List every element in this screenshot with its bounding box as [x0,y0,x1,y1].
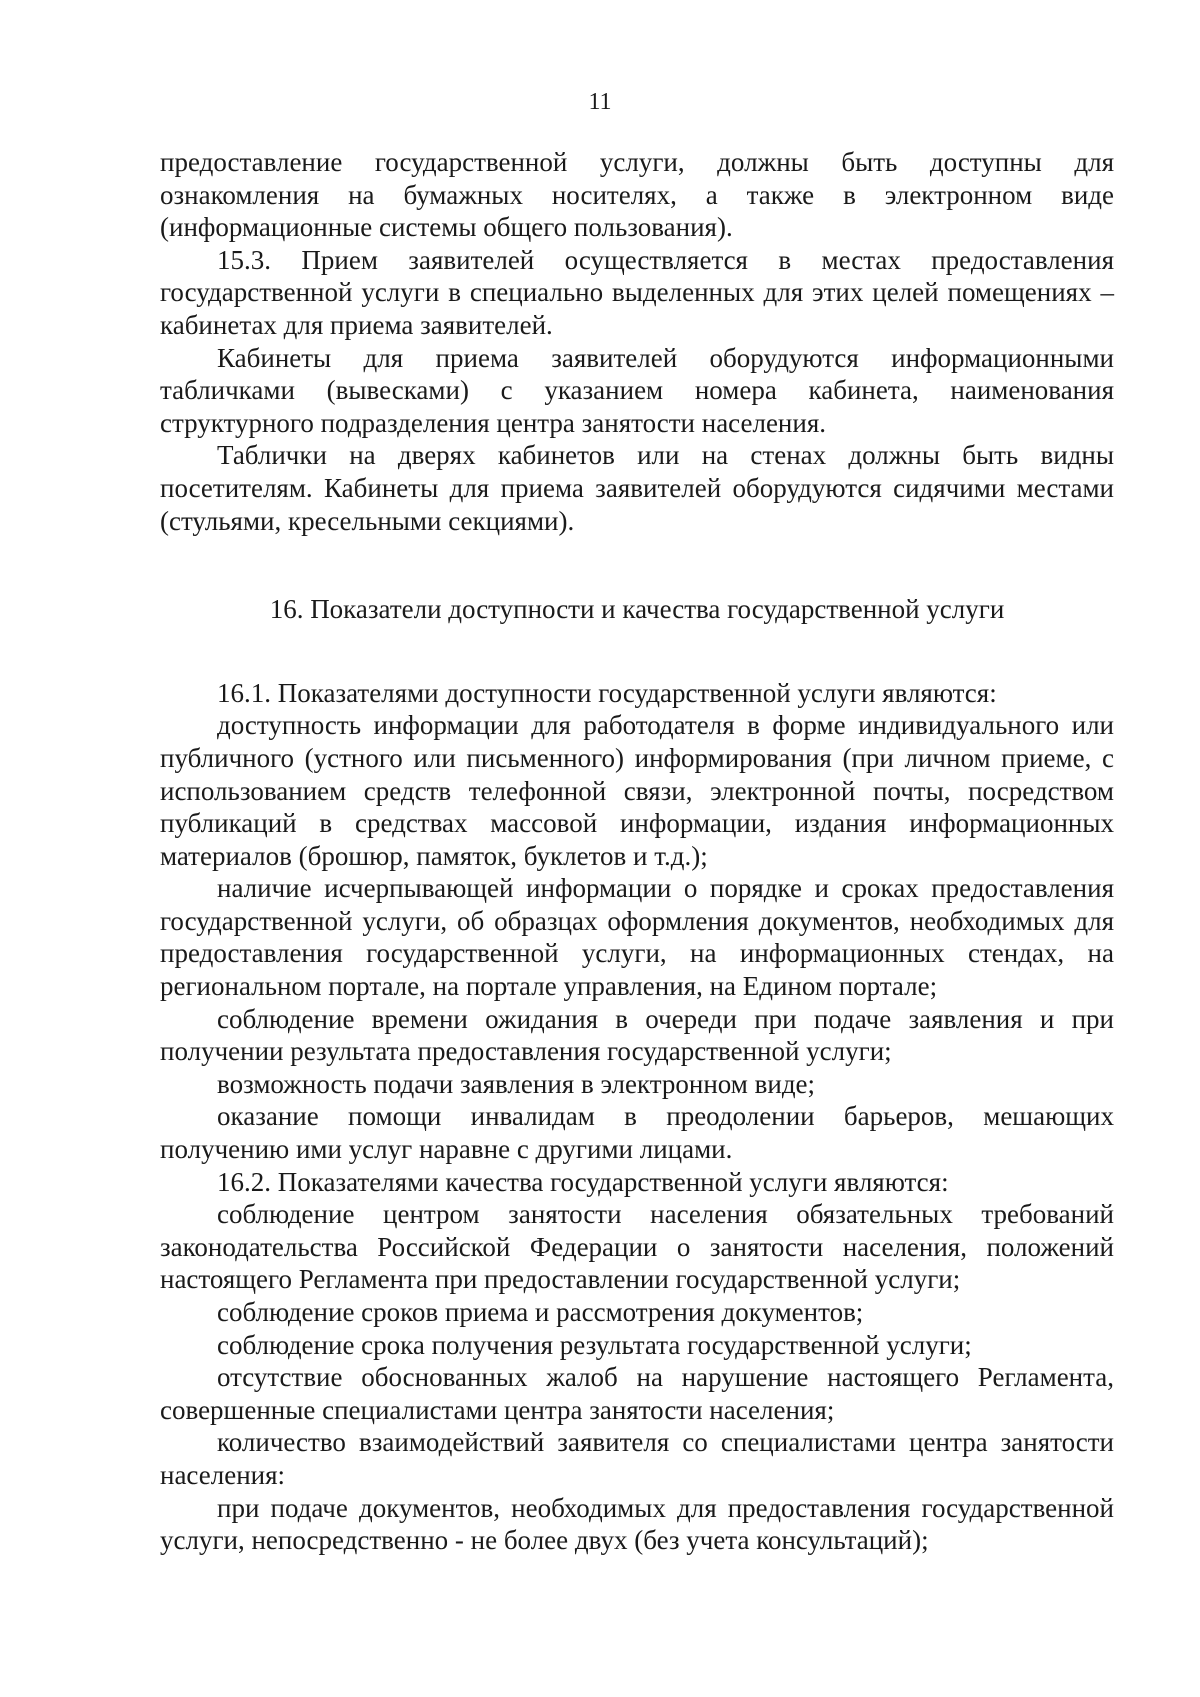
paragraph-15-3: 15.3. Прием заявителей осуществляется в местах предоставления государственной услуги в специально выделенных для этих целей помещениях – кабинетах для приема заявителей. [160,244,1114,340]
paragraph-electronic-application: возможность подачи заявления в электронном виде; [217,1068,816,1099]
document-body [160,146,1114,1557]
paragraph-exhaustive-info: наличие исчерпывающей информации о порядке и сроках предоставления государственной услуги, об образцах оформления документов, необходимых для предоставления государственной услуги, на информационных стендах, на региональном портале, на портале управления, на Едином портале; [160,873,1114,1002]
paragraph-waiting-time: соблюдение времени ожидания в очереди при подаче заявления и при получении результата предоставления государственной услуги; [160,1003,1114,1067]
paragraph-info-availability: доступность информации для работодателя в форме индивидуального или публичного (устного или письменного) информирования (при личном приеме, с использованием средств телефонной связи, электронной почты, посредством публикаций в средствах массовой информации, издания информационных материалов (брошюр, памяток, буклетов и т.д.); [160,710,1114,871]
paragraph-16-2: 16.2. Показателями качества государственной услуги являются: [217,1166,949,1197]
paragraph-no-complaints: отсутствие обоснованных жалоб на нарушение настоящего Регламента, совершенные специалистами центра занятости населения; [160,1362,1114,1425]
paragraph-continuation: предоставление государственной услуги, должны быть доступны для ознакомления на бумажных носителях, а также в электронном виде (информационные системы общего пользования). [160,147,1114,243]
paragraph-disability-assistance: оказание помощи инвалидам в преодолении барьеров, мешающих получению ими услуг наравне с другими лицами. [160,1101,1114,1165]
paragraph-review-terms: соблюдение сроков приема и рассмотрения документов; [217,1297,864,1327]
paragraph-cabinets-seating: Таблички на дверях кабинетов или на стенах должны быть видны посетителям. Кабинеты для приема заявителей оборудуются сидячими местами (стульями, кресельными секциями). [160,440,1114,536]
paragraph-cabinets-signs: Кабинеты для приема заявителей оборудуются информационными табличками (вывесками) с указанием номера кабинета, наименования структурного подразделения центра занятости населения. [160,342,1114,438]
paragraph-submission-interactions: при подаче документов, необходимых для предоставления государственной услуги, непосредственно - не более двух (без учета консультаций); [160,1492,1114,1556]
paragraph-16-1: 16.1. Показателями доступности государственной услуги являются: [217,677,997,708]
section-heading-16: 16. Показатели доступности и качества государственной услуги [269,594,1005,625]
page-number: 11 [588,89,612,115]
paragraph-legal-compliance: соблюдение центром занятости населения обязательных требований законодательства Российской Федерации о занятости населения, положений настоящего Регламента при предоставлении государственной услуги; [160,1199,1114,1295]
paragraph-interactions-count: количество взаимодействий заявителя со специалистами центра занятости населения: [160,1427,1114,1490]
paragraph-result-term: соблюдение срока получения результата государственной услуги; [217,1329,972,1360]
